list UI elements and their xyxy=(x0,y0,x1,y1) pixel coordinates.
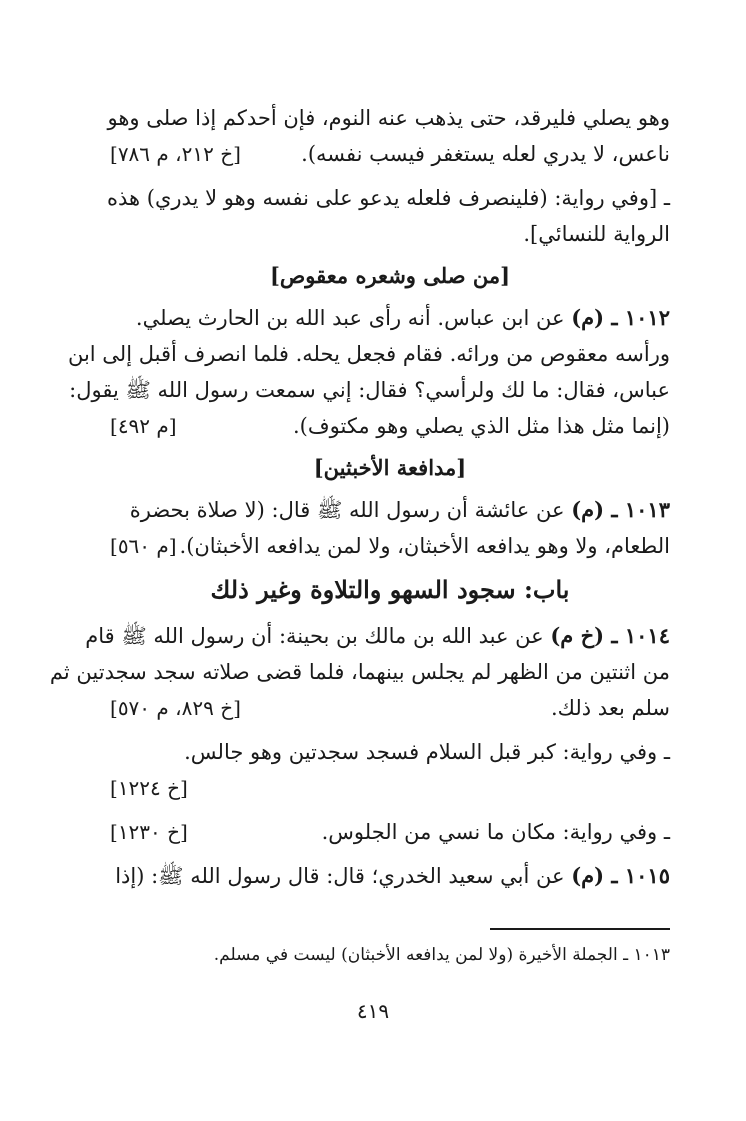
text-segment: ـ وفي رواية: كبر قبل السلام فسجد سجدتين وهو جالس. xyxy=(184,740,670,764)
text-line: وهو يصلي فليرقد، حتى يذهب عنه النوم، فإن أحدكم إذا صلى وهو xyxy=(107,106,670,130)
reference-citation: [م ٥٦٠] xyxy=(110,534,177,558)
text-segment: سلم بعد ذلك. xyxy=(551,696,670,720)
text-line xyxy=(110,814,670,850)
reference-citation: [خ ٨٢٩، م ٥٧٠] xyxy=(110,696,241,720)
hadith-number: ١٠١٥ ـ (م) xyxy=(571,863,670,888)
hadith-number: ١٠١٤ ـ (خ م) xyxy=(550,623,670,648)
text-line xyxy=(110,300,670,336)
text-line xyxy=(110,858,670,894)
text-segment: (إنما مثل هذا مثل الذي يصلي وهو مكتوف). xyxy=(293,414,670,438)
text-line xyxy=(110,136,670,172)
page-body xyxy=(49,100,670,894)
text-line: عباس، فقال: ما لك ولرأسي؟ فقال: إني سمعت رسول الله ﷺ يقول: xyxy=(69,378,670,402)
text-segment: ـ وفي رواية: مكان ما نسي من الجلوس. xyxy=(321,820,670,844)
text-segment xyxy=(136,300,670,336)
text-segment xyxy=(85,618,670,654)
text-line xyxy=(110,408,670,444)
text-segment: عن عبد الله بن مالك بن بحينة: أن رسول الله ﷺ قام xyxy=(85,624,544,648)
hadith-number: ١٠١٣ ـ (م) xyxy=(571,497,670,522)
footnote: ١٠١٣ ـ الجملة الأخيرة (ولا لمن يدافعه الأخبثان) ليست في مسلم. xyxy=(213,945,670,965)
hadith-number: ١٠١٢ ـ (م) xyxy=(571,305,670,330)
reference-citation: [خ ٢١٢، م ٧٨٦] xyxy=(110,142,241,166)
page-number: ٤١٩ xyxy=(356,999,390,1023)
text-segment: عن أبي سعيد الخدري؛ قال: قال رسول الله ﷺ: (إذا xyxy=(115,864,565,888)
text-line: ـ [وفي رواية: (فلينصرف فلعله يدعو على نفسه وهو لا يدري) هذه xyxy=(107,186,670,210)
reference-citation: [م ٤٩٢] xyxy=(110,414,177,438)
footnote-divider xyxy=(490,928,670,930)
text-segment: الطعام، ولا وهو يدافعه الأخبثان، ولا لمن يدافعه الأخبثان). xyxy=(179,534,670,558)
text-line xyxy=(110,528,670,564)
text-line xyxy=(85,618,670,654)
text-line xyxy=(110,216,670,252)
reference-citation: [خ ١٢٣٠] xyxy=(110,820,188,844)
text-line: من اثنتين من الظهر لم يجلس بينهما، فلما قضى صلاته سجد سجدتين ثم xyxy=(49,660,670,684)
section-heading: [مدافعة الأخبثين] xyxy=(313,455,467,480)
text-segment xyxy=(115,858,670,894)
text-segment: عن عائشة أن رسول الله ﷺ قال: (لا صلاة بحضرة xyxy=(129,498,565,522)
section-heading: [من صلى وشعره معقوص] xyxy=(269,263,511,288)
chapter-title: باب: سجود السهو والتلاوة وغير ذلك xyxy=(210,575,570,604)
text-segment: الرواية للنسائي]. xyxy=(523,222,670,246)
reference-citation: [خ ١٢٢٤] xyxy=(110,776,188,800)
text-line xyxy=(110,690,670,726)
text-segment: ناعس، لا يدري لعله يستغفر فيسب نفسه). xyxy=(301,142,670,166)
text-line: ورأسه معقوص من ورائه. فقام فجعل يحله. فلما انصرف أقبل إلى ابن xyxy=(67,342,670,366)
text-segment: عن ابن عباس. أنه رأى عبد الله بن الحارث يصلي. xyxy=(135,306,565,330)
text-segment xyxy=(130,492,670,528)
text-line xyxy=(110,734,670,770)
text-line xyxy=(110,492,670,528)
text-line xyxy=(110,770,670,806)
